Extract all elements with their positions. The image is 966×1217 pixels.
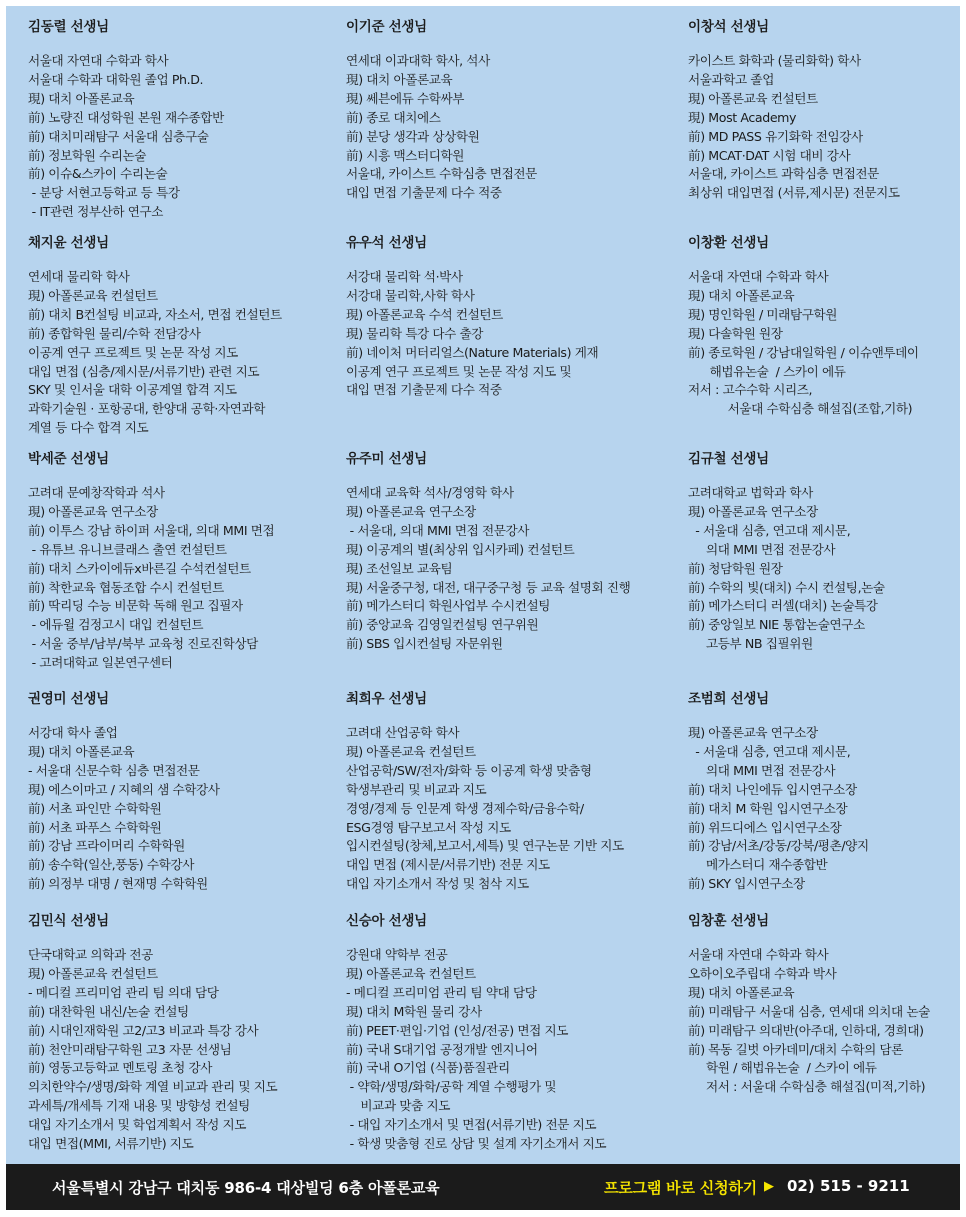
teacher-name: 박세준 선생님 [28, 451, 109, 467]
teacher-credential: 前) PEET·편입·기업 (인성/전공) 면접 지도 [346, 1022, 568, 1038]
teacher-credential: 現) 아폴론교육 컨설턴트 [28, 287, 158, 303]
teacher-credential: - 서울대 심층, 연고대 제시문, [688, 743, 851, 759]
teacher-credential: 오하이오주립대 수학과 박사 [688, 965, 837, 981]
teacher-name: 조범희 선생님 [688, 691, 769, 707]
teacher-card [346, 450, 666, 654]
teacher-credential: 現) 조선일보 교육팀 [346, 560, 453, 576]
teacher-card [28, 450, 348, 673]
teacher-credential: 前) 메가스터디 학원사업부 수시컨설팅 [346, 598, 551, 614]
teacher-credential: 대입 자기소개서 및 학업계획서 작성 지도 [28, 1117, 247, 1133]
teacher-credential: 학생부관리 및 비교과 지도 [346, 781, 487, 797]
teacher-name: 이기준 선생님 [346, 19, 427, 35]
teacher-credential: 연세대 물리학 학사 [28, 269, 130, 284]
teacher-credential: 서강대 학사 졸업 [28, 725, 118, 740]
teacher-credential: 서울대 자연대 수학과 학사 [28, 53, 169, 68]
teacher-credential: 카이스트 화학과 (물리화학) 학사 [688, 53, 861, 68]
teacher-credential: SKY 및 인서울 대학 이공계열 합격 지도 [28, 382, 237, 398]
teacher-credential: 前) MCAT·DAT 시험 대비 강사 [688, 147, 851, 163]
teacher-credential: 최상위 대입면접 (서류,제시문) 전문지도 [688, 185, 900, 201]
teacher-credential: 前) 노량진 대성학원 본원 재수종합반 [28, 109, 224, 125]
teacher-credential: 해법유논술 / 스카이 에듀 [688, 363, 846, 379]
teacher-credential: 前) SKY 입시연구소장 [688, 876, 805, 892]
teacher-credential: - 서울대 신문수학 심층 면접전문 [28, 762, 200, 778]
teacher-credential: 서강대 물리학,사학 학사 [346, 287, 475, 303]
teacher-credential: 과세특/개세특 기재 내용 및 방향성 컨설팅 [28, 1098, 250, 1114]
teacher-credential: 고등부 NB 집필위원 [688, 636, 813, 652]
teacher-credential: - 대입 자기소개서 및 면접(서류기반) 전문 지도 [346, 1117, 597, 1133]
teacher-credential: - 서울 중부/남부/북부 교육청 진로진학상담 [28, 636, 258, 652]
footer-bar [6, 1164, 960, 1210]
teacher-credential: 대입 면접 기출문제 다수 적중 [346, 185, 502, 201]
teacher-credential: 서울대, 카이스트 수학심층 면접전문 [346, 166, 537, 182]
teacher-credential: 前) 메가스터디 러셀(대치) 논술특강 [688, 598, 878, 614]
teacher-credential: 과학기술원 · 포항공대, 한양대 공학·자연과학 [28, 401, 266, 417]
teacher-credential: 前) 수학의 빛(대치) 수시 컨설팅,논술 [688, 579, 885, 595]
teacher-credential: 前) 정보학원 수리논술 [28, 147, 147, 163]
teacher-card [688, 18, 966, 203]
teacher-card [346, 912, 666, 1154]
teacher-credential: 現) 대치 아폴론교육 [28, 743, 135, 759]
teacher-credential: ESG경영 탐구보고서 작성 지도 [346, 819, 511, 835]
teacher-name: 임창훈 선생님 [688, 913, 769, 929]
teacher-credential: 의대 MMI 면접 전문강사 [688, 762, 836, 778]
teacher-credential: 前) 시대인재학원 고2/고3 비교과 특강 강사 [28, 1022, 259, 1038]
teacher-credential: 現) 대치 아폴론교육 [688, 984, 795, 1000]
teacher-card [688, 450, 966, 654]
teacher-credential: 前) 분당 생각과 상상학원 [346, 128, 480, 144]
teacher-credential: 단국대학교 의학과 전공 [28, 947, 153, 962]
teacher-credential: 現) 아폴론교육 컨설턴트 [346, 743, 476, 759]
teacher-card [346, 18, 666, 203]
teacher-credential: 前) 중앙교육 김영일컨설팅 연구위원 [346, 617, 539, 633]
teacher-card [28, 690, 348, 894]
teacher-credential: 前) 목동 길벗 아카데미/대치 수학의 담론 [688, 1041, 904, 1057]
teacher-credential: 고려대 문예창작학과 석사 [28, 485, 165, 500]
teacher-credential: 前) 대치 M 학원 입시연구소장 [688, 800, 848, 816]
teacher-credential: - 서울대, 의대 MMI 면접 전문강사 [346, 522, 530, 538]
teacher-credential: 前) 천안미래탐구학원 고3 자문 선생님 [28, 1041, 232, 1057]
teacher-credential: 前) 강남/서초/강동/강북/평촌/양지 [688, 838, 869, 854]
teacher-credential: 대입 면접 (제시문/서류기반) 전문 지도 [346, 857, 550, 873]
teacher-name: 이창석 선생님 [688, 19, 769, 35]
teacher-credential: 前) 서초 파인만 수학학원 [28, 800, 162, 816]
teacher-credential: 現) 이공계의 별(최상위 입시카페) 컨설턴트 [346, 541, 575, 557]
teacher-credential: 학원 / 해법유논술 / 스카이 에듀 [688, 1060, 877, 1076]
teacher-credential: 現) 에스이마고 / 지혜의 샘 수학강사 [28, 781, 220, 797]
teacher-credential: 서울대 수학심층 해설집(조합,기하) [688, 401, 913, 417]
teacher-credential: 現) 대치 아폴론교육 [346, 71, 453, 87]
teacher-card [28, 234, 348, 438]
apply-program-link[interactable]: 프로그램 바로 신청하기 [604, 1179, 757, 1197]
teacher-credential: 고려대 산업공학 학사 [346, 725, 460, 740]
teacher-credential: 메가스터디 재수종합반 [688, 857, 828, 873]
teacher-credential: 입시컨설팅(창체,보고서,세특) 및 연구논문 기반 지도 [346, 838, 624, 854]
teacher-credential: - 에듀윌 검정고시 대입 컨설턴트 [28, 617, 204, 633]
teacher-credential: 前) 대찬학원 내신/논술 컨설팅 [28, 1003, 189, 1019]
teacher-credential: 現) 명인학원 / 미래탐구학원 [688, 306, 838, 322]
teacher-credential: 現) 물리학 특강 다수 출강 [346, 325, 484, 341]
footer-phone: 02) 515 - 9211 [787, 1177, 910, 1195]
teacher-credential: - 메디컬 프리미엄 관리 팀 약대 담당 [346, 984, 537, 1000]
teacher-credential: 서울과학고 졸업 [688, 71, 774, 87]
teacher-credential: 서울대 수학과 대학원 졸업 Ph.D. [28, 71, 204, 87]
teacher-credential: 서강대 물리학 석·박사 [346, 269, 463, 284]
teacher-card [688, 912, 966, 1097]
teacher-credential: 前) 네이처 머터리얼스(Nature Materials) 게재 [346, 344, 599, 360]
teacher-credential: 前) 미래탐구 의대반(아주대, 인하대, 경희대) [688, 1022, 924, 1038]
teacher-credential: 前) 대치 스카이에듀x바른길 수석컨설턴트 [28, 560, 251, 576]
teacher-credential: 고려대학교 법학과 학사 [688, 485, 813, 500]
teacher-credential: 비교과 맞춤 지도 [346, 1098, 450, 1114]
teacher-credential: - 학생 맞춤형 진로 상담 및 설계 자기소개서 지도 [346, 1136, 607, 1152]
teacher-credential: 現) 다솔학원 원장 [688, 325, 783, 341]
teacher-credential: 前) 송수학(일산,풍동) 수학강사 [28, 857, 194, 873]
teacher-card [346, 690, 666, 894]
teacher-credential: - 메디컬 프리미엄 관리 팀 의대 담당 [28, 984, 219, 1000]
teacher-credential: 의대 MMI 면접 전문강사 [688, 541, 836, 557]
teacher-card [688, 234, 966, 419]
teacher-name: 김동렬 선생님 [28, 19, 109, 35]
teacher-credential: 前) 중앙일보 NIE 통합논술연구소 [688, 617, 865, 633]
teacher-credential: 前) 청담학원 원장 [688, 560, 783, 576]
teacher-credential: 이공계 연구 프로젝트 및 논문 작성 지도 및 [346, 363, 572, 379]
teacher-credential: 대입 면접(MMI, 서류기반) 지도 [28, 1136, 194, 1152]
teacher-card [688, 690, 966, 894]
teacher-credential: 前) 대치 B컨설팅 비교과, 자소서, 면접 컨설턴트 [28, 306, 282, 322]
teacher-name: 권영미 선생님 [28, 691, 109, 707]
teacher-credential: 現) 서울중구청, 대전, 대구중구청 등 교육 설명회 진행 [346, 579, 631, 595]
teacher-credential: 대입 면접 기출문제 다수 적중 [346, 382, 502, 398]
teacher-credential: 現) 아폴론교육 수석 컨설턴트 [346, 306, 503, 322]
teacher-name: 김민식 선생님 [28, 913, 109, 929]
teacher-credential: - 고려대학교 일본연구센터 [28, 655, 173, 671]
teacher-card [28, 18, 348, 222]
teacher-name: 유주미 선생님 [346, 451, 427, 467]
teacher-name: 최희우 선생님 [346, 691, 427, 707]
teacher-credential: 대입 면접 (심층/제시문/서류기반) 관련 지도 [28, 363, 260, 379]
teacher-credential: 前) 대치 나인에듀 입시연구소장 [688, 781, 857, 797]
teacher-card [346, 234, 666, 400]
teacher-credential: 現) 대치 아폴론교육 [28, 90, 135, 106]
teacher-credential: 서울대 자연대 수학과 학사 [688, 269, 829, 284]
teacher-credential: 저서 : 서울대 수학심층 해설집(미적,기하) [688, 1079, 926, 1095]
teacher-credential: - 서울대 심층, 연고대 제시문, [688, 522, 851, 538]
teacher-credential: 現) 아폴론교육 컨설턴트 [346, 965, 476, 981]
teacher-credential: 경영/경제 등 인문계 학생 경제수학/금융수학/ [346, 800, 584, 816]
teacher-credential: 前) 딱리딩 수능 비문학 독해 원고 집필자 [28, 598, 243, 614]
teacher-credential: 의치한약수/생명/화학 계열 비교과 관리 및 지도 [28, 1079, 278, 1095]
teacher-credential: 前) 영동고등학교 멘토링 초청 강사 [28, 1060, 213, 1076]
teacher-grid [6, 6, 960, 1164]
teacher-credential: 現) 대치 M학원 물리 강사 [346, 1003, 482, 1019]
teacher-credential: 現) Most Academy [688, 109, 797, 125]
teacher-credential: 前) 시흥 맥스터디학원 [346, 147, 465, 163]
footer-address: 서울특별시 강남구 대치동 986-4 대상빌딩 6층 아폴론교육 [52, 1179, 440, 1197]
teacher-credential: 現) 아폴론교육 컨설턴트 [688, 90, 818, 106]
teacher-name: 이창환 선생님 [688, 235, 769, 251]
teacher-credential: 강원대 약학부 전공 [346, 947, 448, 962]
teacher-credential: 계열 등 다수 합격 지도 [28, 420, 149, 436]
teacher-credential: 연세대 이과대학 학사, 석사 [346, 53, 490, 68]
teacher-credential: 現) 대치 아폴론교육 [688, 287, 795, 303]
teacher-credential: 前) 서초 파푸스 수학학원 [28, 819, 162, 835]
teacher-credential: - IT관련 정부산하 연구소 [28, 204, 164, 220]
teacher-credential: 現) 쎄븐에듀 수학싸부 [346, 90, 465, 106]
teacher-credential: 前) 강남 프라이머리 수학학원 [28, 838, 185, 854]
teacher-credential: 연세대 교육학 석사/경영학 학사 [346, 485, 514, 500]
teacher-credential: 前) 미래탐구 서울대 심층, 연세대 의치대 논술 [688, 1003, 930, 1019]
teacher-credential: 대입 자기소개서 작성 및 첨삭 지도 [346, 876, 529, 892]
teacher-credential: 前) 착한교육 협동조합 수시 컨설턴트 [28, 579, 224, 595]
teacher-credential: 前) 종로학원 / 강남대일학원 / 이슈앤투데이 [688, 344, 919, 360]
teacher-credential: - 분당 서현고등학교 등 특강 [28, 185, 180, 201]
teacher-credential: 前) MD PASS 유기화학 전임강사 [688, 128, 863, 144]
teacher-credential: - 유튜브 유니브클래스 출연 컨설턴트 [28, 541, 227, 557]
teacher-credential: 現) 아폴론교육 연구소장 [28, 503, 158, 519]
play-arrow-icon: ▶ [764, 1179, 774, 1194]
teacher-credential: 現) 아폴론교육 연구소장 [346, 503, 476, 519]
teacher-credential: 前) 국내 S대기업 공정개발 엔지니어 [346, 1041, 538, 1057]
teacher-credential: 前) 국내 O기업 (식품)품질관리 [346, 1060, 510, 1076]
teacher-name: 김규철 선생님 [688, 451, 769, 467]
teacher-credential: 前) 의정부 대명 / 현재명 수학학원 [28, 876, 208, 892]
teacher-credential: 前) 위드디에스 입시연구소장 [688, 819, 842, 835]
teacher-name: 채지윤 선생님 [28, 235, 109, 251]
teacher-credential: 서울대 자연대 수학과 학사 [688, 947, 829, 962]
teacher-credential: 저서 : 고수수학 시리즈, [688, 382, 813, 398]
teacher-card [28, 912, 348, 1154]
teacher-credential: 前) 이슈&스카이 수리논술 [28, 166, 168, 182]
teacher-credential: 前) 종로 대치에스 [346, 109, 441, 125]
teacher-credential: 前) 이투스 강남 하이퍼 서울대, 의대 MMI 면접 [28, 522, 275, 538]
teacher-name: 신승아 선생님 [346, 913, 427, 929]
teacher-credential: 前) 대치미래탐구 서울대 심층구술 [28, 128, 209, 144]
teacher-credential: 現) 아폴론교육 연구소장 [688, 503, 818, 519]
teacher-credential: 現) 아폴론교육 연구소장 [688, 725, 818, 740]
teacher-credential: 이공계 연구 프로젝트 및 논문 작성 지도 [28, 344, 238, 360]
teacher-credential: 現) 아폴론교육 컨설턴트 [28, 965, 158, 981]
teacher-name: 유우석 선생님 [346, 235, 427, 251]
teacher-credential: 산업공학/SW/전자/화학 등 이공계 학생 맞춤형 [346, 762, 592, 778]
teacher-credential: 서울대, 카이스트 과학심층 면접전문 [688, 166, 879, 182]
teacher-credential: 前) 종합학원 물리/수학 전담강사 [28, 325, 201, 341]
teacher-credential: 前) SBS 입시컨설팅 자문위원 [346, 636, 503, 652]
teacher-credential: - 약학/생명/화학/공학 계열 수행평가 및 [346, 1079, 557, 1095]
